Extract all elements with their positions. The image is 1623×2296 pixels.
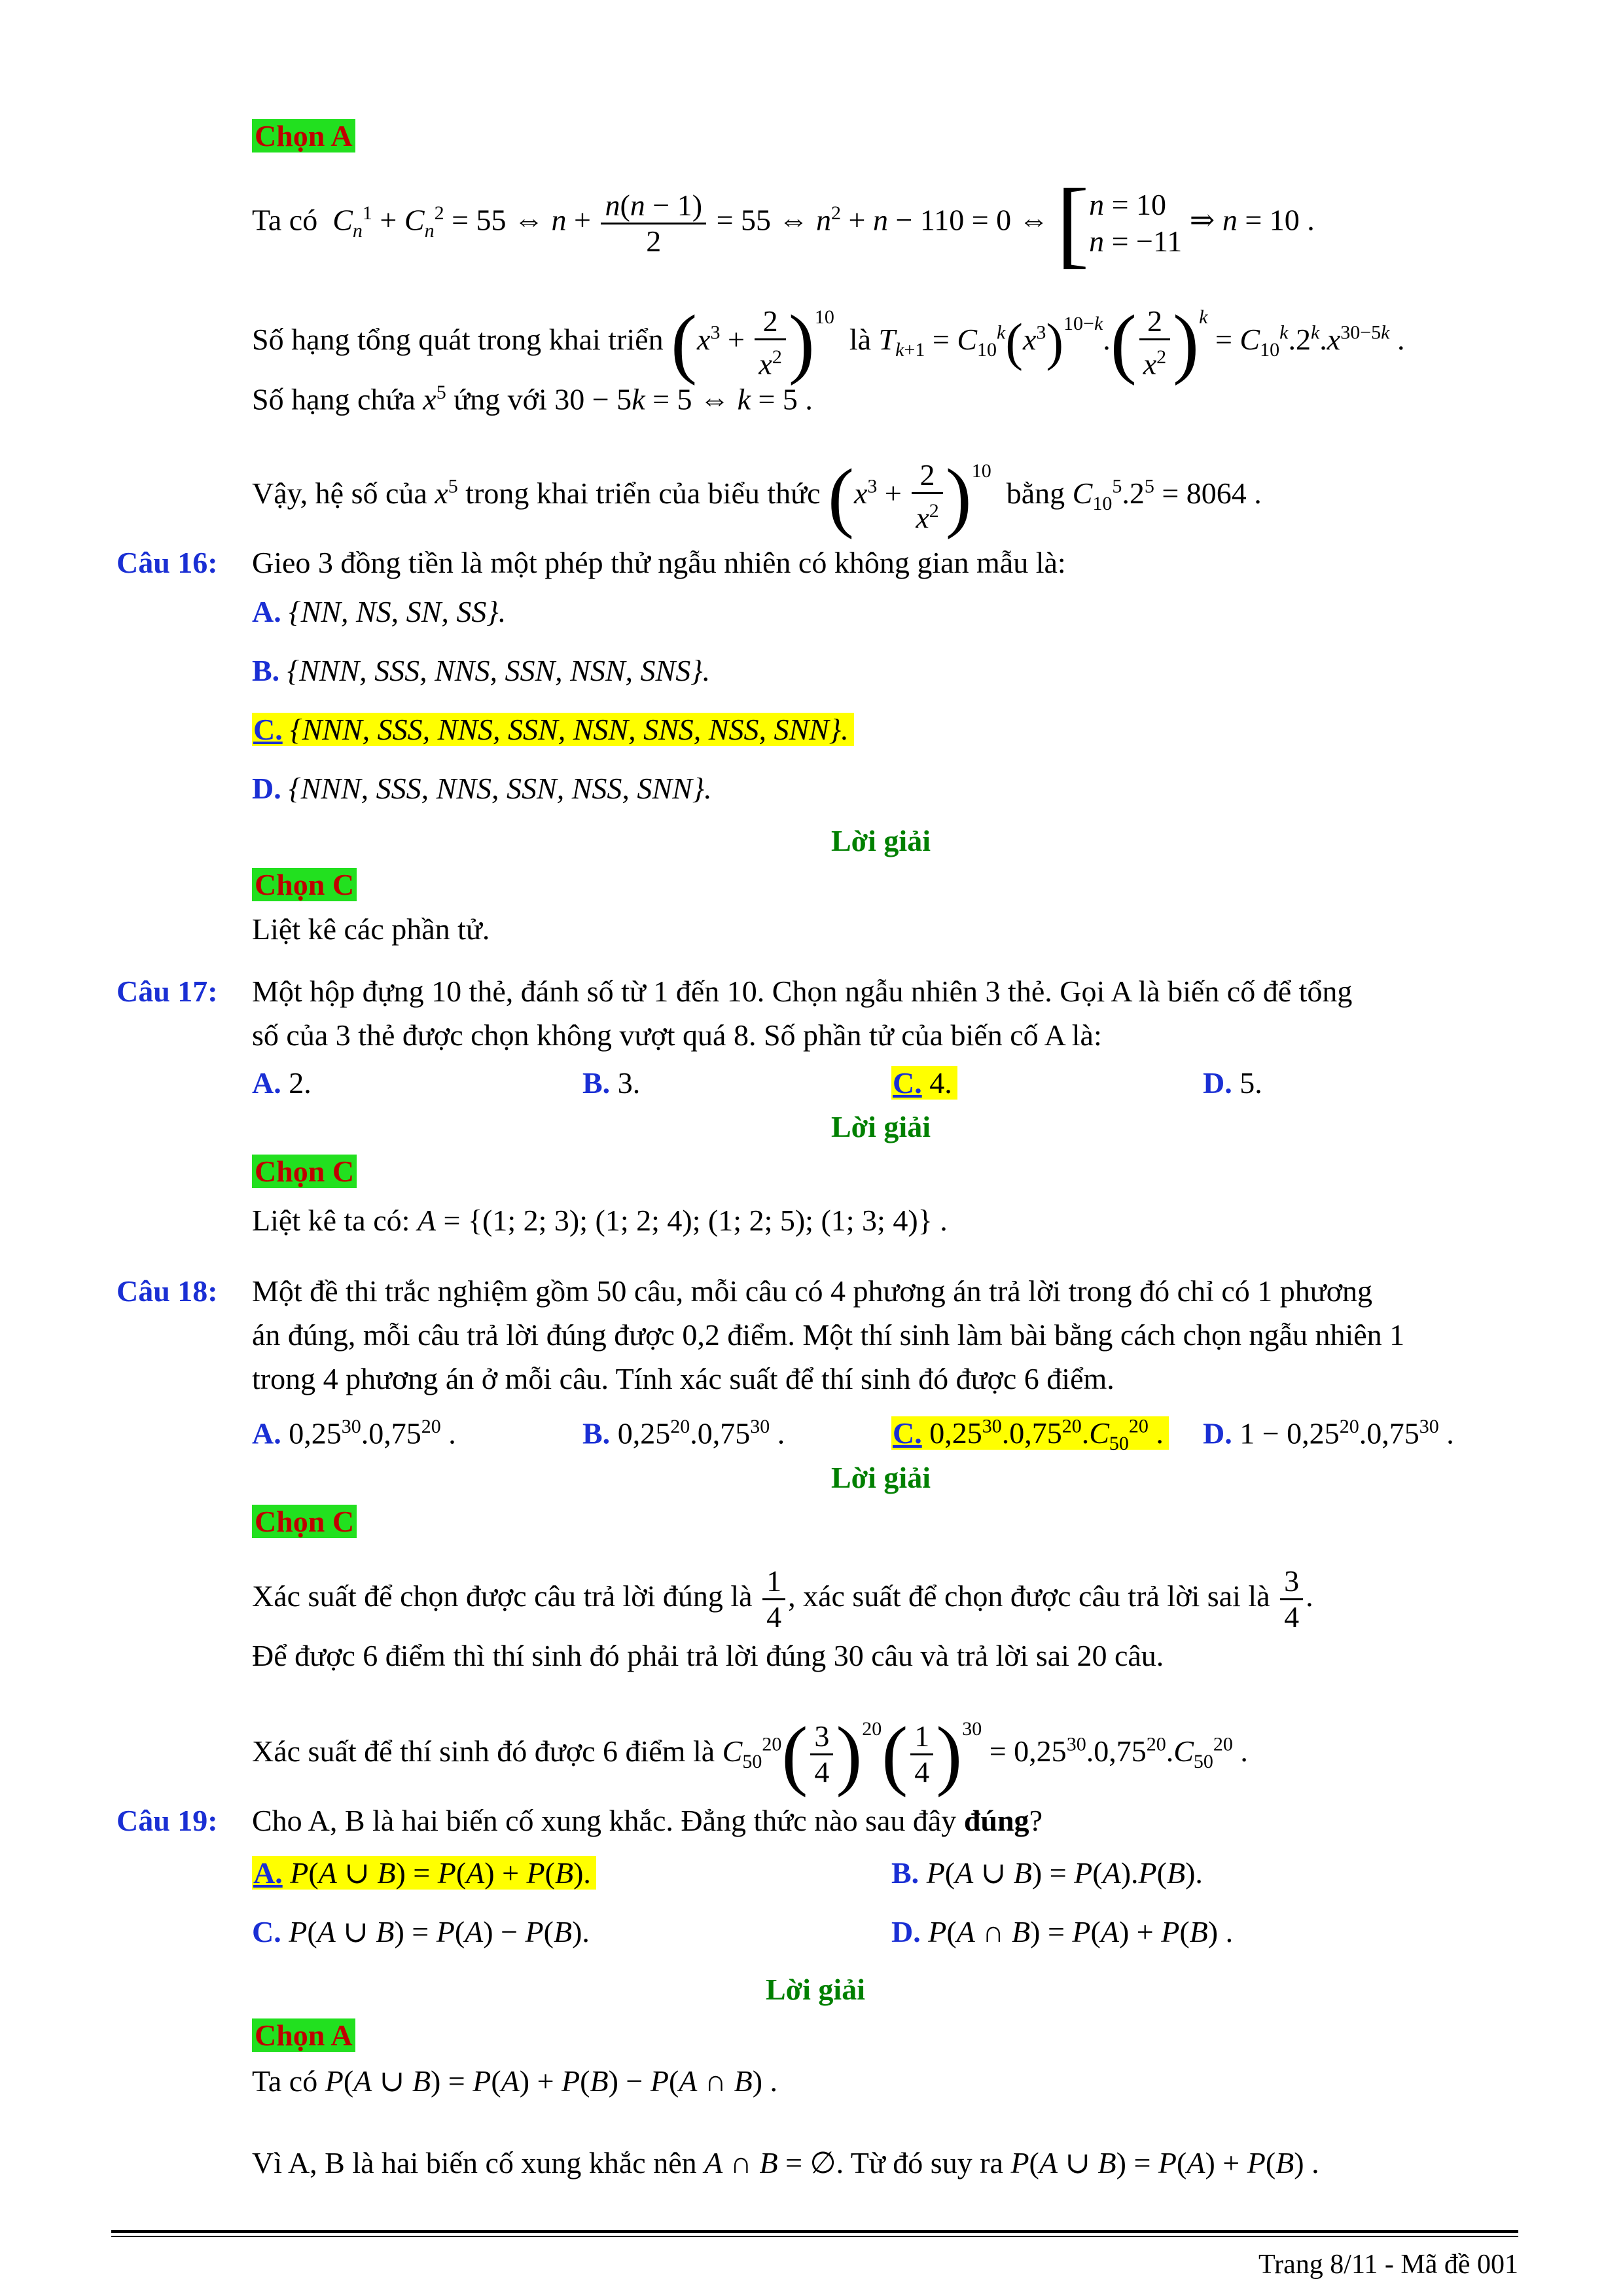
prev-chon: Chọn A [252, 117, 1518, 156]
q18-label: Câu 18: [116, 1274, 218, 1308]
q19-explain2: Vì A, B là hai biến cố xung khắc nên A ∩ B = ∅. Từ đó suy ra P(A ∪ B) = P(A) + P(B) . [252, 2146, 1319, 2179]
prev-line4: Vậy, hệ số của $x^5$ trong khai triển của biểu thức ($x^3$ + $\frac{2}{x^2}$ )$^{10}$ bằng $C_{10}^5.2^5 = 8064$ . [252, 452, 1262, 540]
q19-option-a[interactable]: A. P(A ∪ B) = P(A) + P(B). [252, 1854, 596, 1893]
q17-chon: Chọn C [252, 1152, 1518, 1191]
prev-line3: Số hạng chứa $x^5$ ứng với 30 − 5k = 5 ⇔ k = 5 . [252, 382, 813, 416]
q17-label: Câu 17: [116, 975, 218, 1008]
q17-text1: Một hộp đựng 10 thẻ, đánh số từ 1 đến 10. Chọn ngẫu nhiên 3 thẻ. Gọi A là biến cố để tổng [252, 975, 1353, 1008]
q19-text: Cho A, B là hai biến cố xung khắc. Đẳng thức nào sau đây đúng? [252, 1804, 1043, 1837]
q18-text3: trong 4 phương án ở mỗi câu. Tính xác suất để thí sinh đó được 6 điểm. [252, 1362, 1115, 1395]
q17-option-c[interactable]: C. 4. [891, 1064, 957, 1103]
q18-explain2: Để được 6 điểm thì thí sinh đó phải trả lời đúng 30 câu và trả lời sai 20 câu. [252, 1639, 1164, 1672]
q16-option-d[interactable]: D. {NNN, SSS, NNS, SSN, NSS, SNN}. [252, 772, 712, 805]
q19-chon: Chọn A [252, 2016, 1518, 2055]
q16-option-c[interactable]: C. {NNN, SSS, NNS, SSN, NSN, SNS, NSS, SNN}. [252, 710, 1518, 749]
q19-option-c[interactable]: C. P(A ∪ B) = P(A) − P(B). [252, 1915, 590, 1948]
prev-line2: Số hạng tổng quát trong khai triển ($x^3$ + $\frac{2}{x^2}$ )$^{10}$ là $T_{k+1} = C_{10}^k(x^3)^{10-k}$.( $\frac{2}{x^2}$ )$^k = C_{10}^k.2^k.x^{30-5k}$ . [252, 298, 1405, 386]
q18-text2: án đúng, mỗi câu trả lời đúng được 0,2 điểm. Một thí sinh làm bài bằng cách chọn ngẫu nhiên 1 [252, 1318, 1405, 1352]
q16-option-b[interactable]: B. {NNN, SSS, NNS, SSN, NSN, SNS}. [252, 654, 711, 687]
q17-text2: số của 3 thẻ được chọn không vượt quá 8. Số phần tử của biến cố A là: [252, 1018, 1102, 1052]
q16-label: Câu 16: [116, 546, 218, 579]
page-footer: Trang 8/11 - Mã đề 001 [1258, 2250, 1518, 2280]
q17-option-a[interactable]: A. 2. [252, 1066, 312, 1100]
q16-chon: Chọn C [252, 865, 1518, 905]
q18-option-b[interactable]: B. 0,25$^{20}$.0,75$^{30}$ . [582, 1416, 785, 1450]
footer-rule-thick [111, 2230, 1518, 2233]
footer-rule-thin [111, 2236, 1518, 2237]
q17-option-b[interactable]: B. 3. [582, 1066, 641, 1100]
q19-option-b[interactable]: B. P(A ∪ B) = P(A).P(B). [891, 1856, 1203, 1890]
q17-option-d[interactable]: D. 5. [1203, 1066, 1262, 1100]
q19-solution-title: Lời giải [766, 1973, 865, 2006]
q16-solution-title: Lời giải [831, 824, 931, 857]
q18-option-c[interactable]: C. $0,25^{30}.0,75^{20}.C_{50}^{20}$ . [891, 1407, 1169, 1464]
q18-chon: Chọn C [252, 1502, 1518, 1541]
q16-option-a[interactable]: A. {NN, NS, SN, SS}. [252, 595, 507, 628]
q16-text: Gieo 3 đồng tiền là một phép thử ngẫu nhiên có không gian mẫu là: [252, 546, 1066, 579]
q18-option-a[interactable]: A. 0,25$^{30}$.0,75$^{20}$ . [252, 1416, 456, 1450]
q18-explain1: Xác suất để chọn được câu trả lời đúng là $\frac{1}{4}$ , xác suất để chọn được câu trả lời sai là $\frac{3}{4}$ . [252, 1564, 1313, 1634]
q17-explain: Liệt kê ta có: A = {(1; 2; 3); (1; 2; 4); (1; 2; 5); (1; 3; 4)} . [252, 1204, 948, 1237]
q16-explain: Liệt kê các phần tử. [252, 912, 490, 946]
q17-solution-title: Lời giải [831, 1110, 931, 1143]
q18-text1: Một đề thi trắc nghiệm gồm 50 câu, mỗi câu có 4 phương án trả lời trong đó chỉ có 1 phương [252, 1274, 1373, 1308]
q18-solution-title: Lời giải [831, 1461, 931, 1494]
q19-explain1: Ta có P(A ∪ B) = P(A) + P(B) − P(A ∩ B) . [252, 2064, 778, 2098]
q19-label: Câu 19: [116, 1804, 218, 1837]
q18-option-d[interactable]: D. $1 - 0,25^{20}.0,75^{30}$ . [1203, 1416, 1454, 1450]
prev-line1: Ta có $C_n^1 + C_n^2 = 55$ ⇔ n + $\frac{n(n - 1)}{2}$ = 55 ⇔ $n^2 + n - 110 = 0$ ⇔ [ n = 10 n = −11 ⇒ n = 10 . [252, 169, 1315, 278]
q19-option-d[interactable]: D. P(A ∩ B) = P(A) + P(B) . [891, 1915, 1234, 1948]
q18-explain3: Xác suất để thí sinh đó được 6 điểm là $C_{50}^{20}$( $\frac{3}{4}$ )$^{20}$( $\frac{1}{4}$ )$^{30} = 0,25^{30}.0,75^{20}.C_{50}^{20}$ . [252, 1710, 1248, 1798]
